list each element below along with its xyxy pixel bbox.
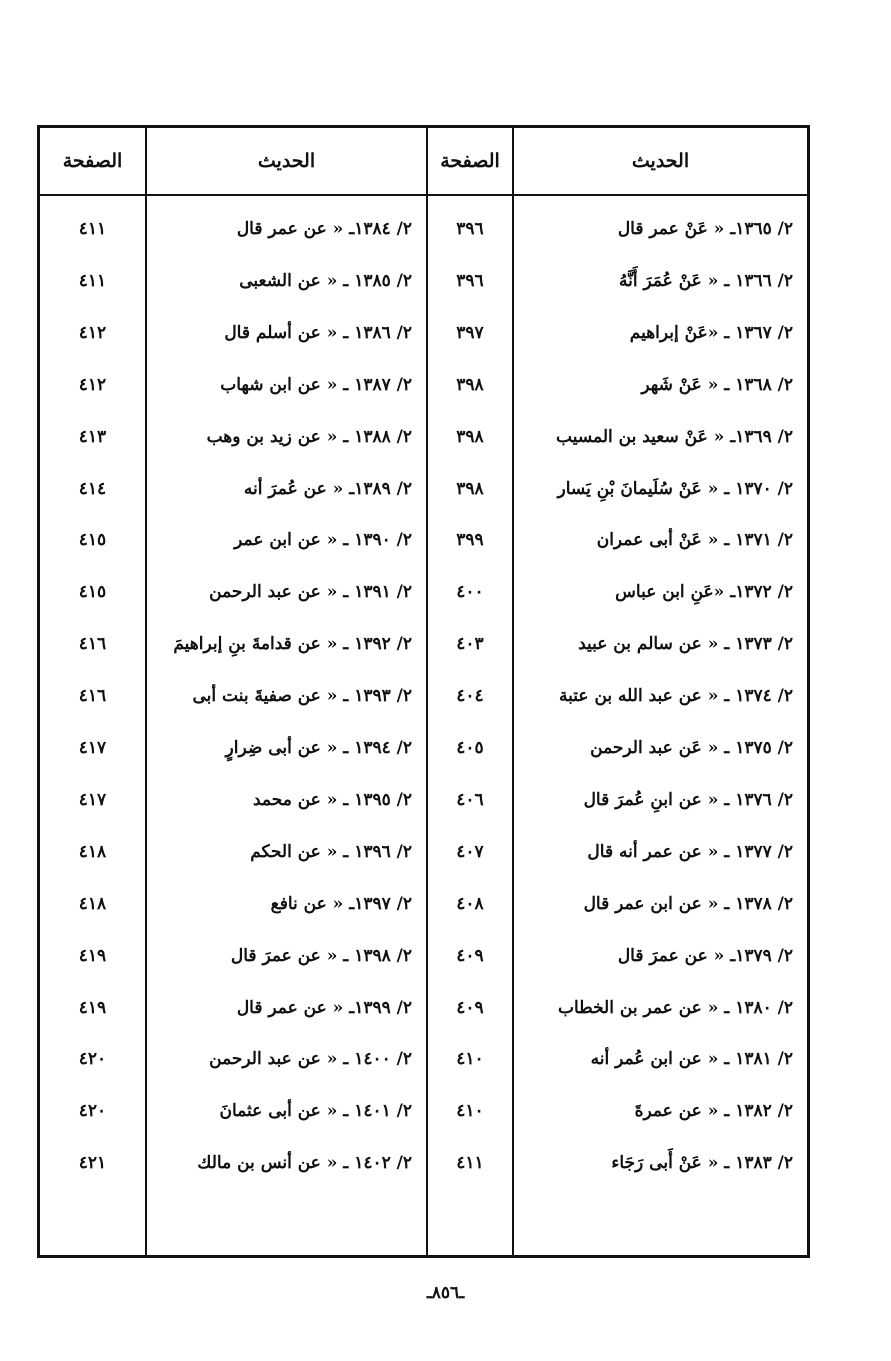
header-hadith-left: الحديث xyxy=(257,150,316,172)
header-hadith-right: الحديث xyxy=(631,150,690,172)
page-reference: ٤١٩ xyxy=(78,945,107,966)
hadith-entry: ٢/ ١٣٩٥ ـ « عن محمد xyxy=(252,789,412,810)
page-reference: ٣٩٧ xyxy=(456,322,484,343)
hadith-entry: ٢/ ١٣٧٦ ـ « عن ابنِ عُمرَ قال xyxy=(583,789,793,810)
hadith-entry: ٢/ ١٣٩٦ ـ « عن الحكم xyxy=(250,841,412,862)
hadith-entry: ٢/ ١٣٧٨ ـ « عن ابن عمر قال xyxy=(583,893,793,914)
hadith-entry: ٢/ ١٤٠٢ ـ « عن أنس بن مالك xyxy=(197,1153,412,1174)
page-reference: ٤١١ xyxy=(78,219,107,239)
page-reference: ٤٠٠ xyxy=(456,582,484,603)
hadith-entry: ٢/ ١٣٩٨ ـ « عن عمرَ قال xyxy=(230,945,412,966)
hadith-entry: ٢/ ١٣٨٤ـ « عن عمر قال xyxy=(236,219,412,239)
hadith-entry: ٢/ ١٣٨٨ ـ « عن زيد بن وهب xyxy=(206,426,412,447)
hadith-entry: ٢/ ١٣٨٩ـ « عن عُمرَ أنه xyxy=(243,478,412,499)
page-reference: ٤١٨ xyxy=(78,893,107,914)
page-reference: ٤١٣ xyxy=(78,426,107,447)
hadith-entry: ٢/ ١٣٦٧ ـ «عَنْ إبراهيم xyxy=(629,322,793,343)
page-reference: ٣٩٦ xyxy=(456,219,484,239)
page-reference: ٤١٨ xyxy=(78,841,107,862)
hadith-entry: ٢/ ١٣٩٣ ـ « عن صفيةَ بنت أبى xyxy=(192,686,412,707)
hadith-entry: ٢/ ١٣٨١ ـ « عن ابن عُمر أنه xyxy=(590,1049,793,1070)
right-page-column xyxy=(428,194,512,1255)
hadith-entry: ٢/ ١٣٧٣ ـ « عن سالم بن عبيد xyxy=(578,634,793,655)
page-reference: ٤١٠ xyxy=(456,1049,484,1070)
hadith-entry: ٢/ ١٣٧٩ـ « عن عمرَ قال xyxy=(617,945,793,966)
hadith-entry: ٢/ ١٣٦٦ ـ « عَنْ عُمَرَ أَنَّهُ xyxy=(618,270,793,291)
hadith-entry: ٢/ ١٣٦٩ـ « عَنْ سعيد بن المسيب xyxy=(556,426,793,447)
header-page-left: الصفحة xyxy=(62,150,123,172)
hadith-entry: ٢/ ١٣٨٧ ـ « عن ابن شهاب xyxy=(220,374,412,395)
page-reference: ٤١٧ xyxy=(78,738,107,758)
page-reference: ٤٠٥ xyxy=(456,738,484,758)
hadith-entry: ٢/ ١٣٨٥ ـ « عن الشعبى xyxy=(239,270,412,291)
page-reference: ٣٩٦ xyxy=(456,270,484,291)
page-reference: ٤١٩ xyxy=(78,997,107,1018)
hadith-entry: ٢/ ١٣٨٢ ـ « عن عمرةَ xyxy=(634,1101,793,1122)
hadith-index-table xyxy=(37,125,810,1258)
page-reference: ٣٩٨ xyxy=(456,374,484,395)
hadith-entry: ٢/ ١٣٧٢ـ «عَنِ ابن عباس xyxy=(615,582,793,603)
hadith-entry: ٢/ ١٣٧١ ـ « عَنْ أبى عمران xyxy=(596,530,793,551)
page-reference: ٤٠٦ xyxy=(456,789,484,810)
page-reference: ٤١١ xyxy=(456,1153,484,1174)
hadith-entry: ٢/ ١٣٦٨ ـ « عَنْ شَهر xyxy=(641,374,793,395)
hadith-entry: ٢/ ١٣٨٦ ـ « عن أسلم قال xyxy=(224,322,412,343)
page-reference: ٤٠٨ xyxy=(456,893,484,914)
page-reference: ٣٩٨ xyxy=(456,478,484,499)
hadith-entry: ٢/ ١٣٩٧ـ « عن نافع xyxy=(270,893,412,914)
page-reference: ٣٩٨ xyxy=(456,426,484,447)
page-reference: ٤٢٠ xyxy=(78,1049,107,1070)
page-reference: ٤١٥ xyxy=(78,530,107,551)
page-reference: ٤٠٩ xyxy=(456,945,484,966)
page-reference: ٤١٠ xyxy=(456,1101,484,1122)
left-hadith-column xyxy=(147,194,426,1255)
page-reference: ٤١٧ xyxy=(78,789,107,810)
page-reference: ٤١٦ xyxy=(78,634,107,655)
page-reference: ٤١٢ xyxy=(78,322,107,343)
page-reference: ٤٠٧ xyxy=(456,841,484,862)
hadith-entry: ٢/ ١٣٩٠ ـ « عن ابن عمر xyxy=(234,530,412,551)
hadith-entry: ٢/ ١٣٧٧ ـ « عن عمر أنه قال xyxy=(587,841,793,862)
hadith-entry: ٢/ ١٣٩١ ـ « عن عبد الرحمن xyxy=(209,582,412,603)
page-reference: ٤١٢ xyxy=(78,374,107,395)
left-page-column xyxy=(40,194,145,1255)
hadith-entry: ٢/ ١٣٩٩ـ « عن عمر قال xyxy=(236,997,412,1018)
header-page-right: الصفحة xyxy=(440,150,500,172)
hadith-entry: ٢/ ١٣٩٤ ـ « عن أبى ضِرارٍ xyxy=(225,738,412,758)
hadith-entry: ٢/ ١٣٨٣ ـ « عَنْ أَبى رَجَاء xyxy=(611,1153,793,1174)
hadith-entry: ٢/ ١٣٨٠ ـ « عن عمر بن الخطاب xyxy=(557,997,793,1018)
page-reference: ٤٠٤ xyxy=(456,686,484,707)
hadith-entry: ٢/ ١٤٠٠ ـ « عن عبد الرحمن xyxy=(209,1049,412,1070)
hadith-entry: ٢/ ١٣٧٥ ـ « عَن عبد الرحمن xyxy=(590,738,793,758)
page-reference: ٣٩٩ xyxy=(456,530,484,551)
page-reference: ٤٠٣ xyxy=(456,634,484,655)
page-number: ـ٨٥٦ـ xyxy=(426,1283,465,1303)
hadith-entry: ٢/ ١٣٧٤ ـ « عن عبد الله بن عتبة xyxy=(559,686,793,707)
page-reference: ٤٢١ xyxy=(78,1153,107,1174)
page-reference: ٤١١ xyxy=(78,270,107,291)
hadith-entry: ٢/ ١٣٦٥ـ « عَنْ عمر قال xyxy=(617,219,793,239)
page-reference: ٤١٤ xyxy=(78,478,107,499)
page-reference: ٤١٥ xyxy=(78,582,107,603)
right-hadith-column xyxy=(514,194,807,1255)
hadith-entry: ٢/ ١٣٩٢ ـ « عن قدامةَ بنِ إبراهيمَ xyxy=(173,634,412,655)
page-reference: ٤٢٠ xyxy=(78,1101,107,1122)
hadith-entry: ٢/ ١٤٠١ ـ « عن أبى عثمانَ xyxy=(219,1101,412,1122)
page-reference: ٤٠٩ xyxy=(456,997,484,1018)
hadith-entry: ٢/ ١٣٧٠ ـ « عَنْ سُلَيمانَ بْنِ يَسار xyxy=(557,478,793,499)
page-reference: ٤١٦ xyxy=(78,686,107,707)
